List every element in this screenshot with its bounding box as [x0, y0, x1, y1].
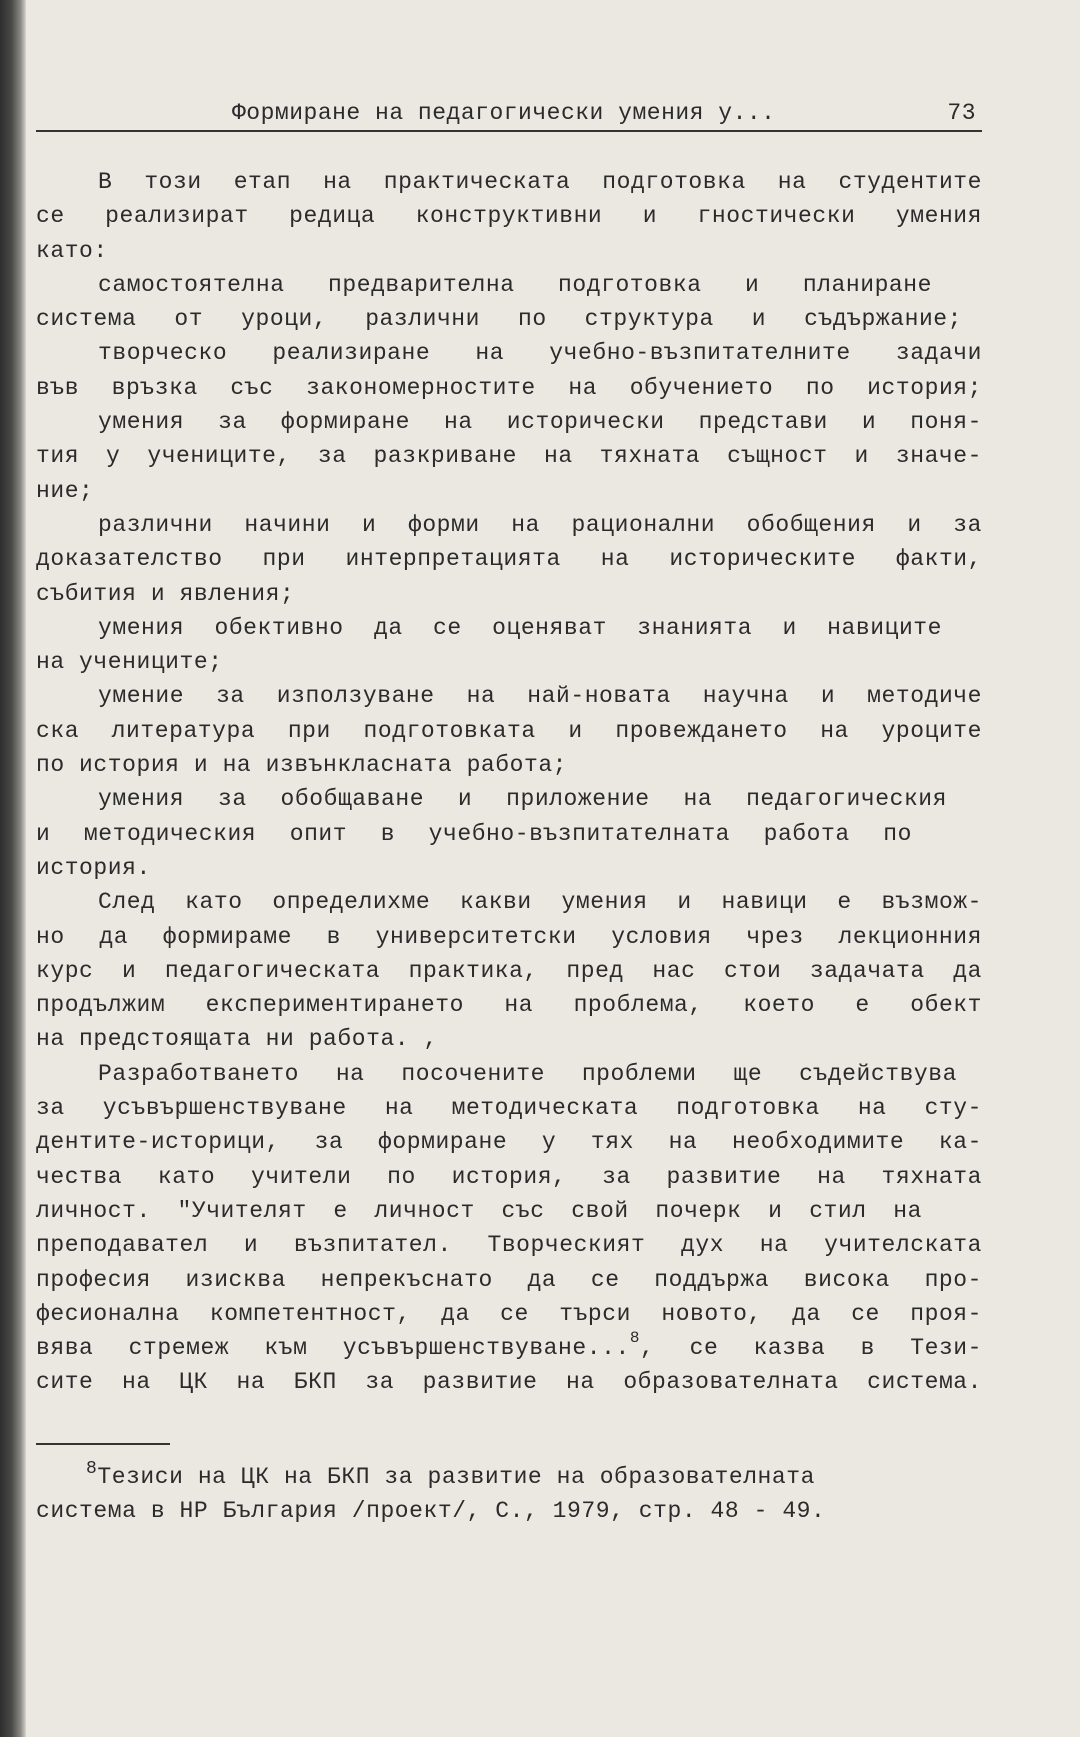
text-line: на учениците;	[36, 649, 223, 676]
footnote-line	[36, 1460, 982, 1494]
text-line: но да формираме в университетски условия чрез лекционния	[36, 923, 982, 950]
text-line: по история и на извънкласната работа;	[36, 752, 568, 779]
text-line: различни начини и форми на рационални обобщения и за	[98, 511, 982, 538]
footnote-reference: 8	[629, 1329, 640, 1348]
page-header	[36, 100, 982, 132]
footnote-line: система в НР България /проект/, С., 1979, стр. 48 - 49.	[36, 1498, 826, 1524]
text-line: сите на ЦК на БКП за развитие на образователната система.	[36, 1369, 982, 1396]
text-line: тия у учениците, за разкриване на тяхната същност и значе-	[36, 443, 982, 470]
text-line: чества като учители по история, за развитие на тяхната	[36, 1163, 982, 1190]
text-line: продължим експериментирането на проблема, което е обект	[36, 992, 982, 1019]
text-line: умение за използуване на най-новата научна и методиче	[98, 683, 982, 710]
text-line: на предстоящата ни работа. ,	[36, 1026, 438, 1053]
footnote-marker: 8	[86, 1459, 98, 1479]
text-line: умения обективно да се оценяват знанията и навиците	[98, 614, 942, 641]
text-line: творческо реализиране на учебно-възпитателните задачи	[98, 340, 982, 367]
text-line: доказателство при интерпретацията на историческите факти,	[36, 546, 982, 573]
text-line: личност. "Учителят е личност със свой почерк и стил на	[36, 1197, 922, 1224]
text-line: умения за обобщаване и приложение на педагогическия	[98, 786, 947, 813]
book-spine-shadow	[0, 0, 26, 1737]
text-line: система от уроци, различни по структура и съдържание;	[36, 306, 962, 333]
text-line: се реализират редица конструктивни и гностически умения	[36, 203, 982, 230]
footnote-text: Тезиси на ЦК на БКП за развитие на образователната	[97, 1464, 815, 1490]
text-line-with-reference	[36, 1331, 982, 1365]
page-number: 73	[947, 100, 976, 126]
text-line: събития и явления;	[36, 580, 295, 607]
text-segment: , се казва в Тези-	[639, 1335, 982, 1362]
text-line: във връзка със закономерностите на обучението по история;	[36, 374, 982, 401]
footnote	[36, 1460, 982, 1528]
text-line: курс и педагогическата практика, пред нас стои задачата да	[36, 957, 982, 984]
book-page	[26, 0, 1080, 1737]
text-line: ска литература при подготовката и провеждането на уроците	[36, 717, 982, 744]
text-line: В този етап на практическата подготовка на студентите	[98, 169, 982, 195]
text-line: история.	[36, 854, 151, 881]
text-line: като:	[36, 237, 108, 264]
text-line: и методическия опит в учебно-възпитателната работа по	[36, 820, 912, 847]
text-line: Разработването на посочените проблеми ще съдействува	[98, 1060, 957, 1087]
text-line: професия изисква непрекъснато да се поддържа висока про-	[36, 1266, 982, 1293]
text-line: самостоятелна предварителна подготовка и планиране	[98, 271, 932, 298]
text-line: След като определихме какви умения и навици е възмож-	[98, 889, 982, 916]
text-line: умения за формиране на исторически представи и поня-	[98, 409, 982, 436]
text-line: преподавател и възпитател. Творческият дух на учителската	[36, 1232, 982, 1259]
text-segment: вява стремеж към усъвършенствуване...	[36, 1335, 630, 1362]
text-line: фесионална компетентност, да се търси новото, да се проя-	[36, 1300, 982, 1327]
text-line: за усъвършенствуване на методическата подготовка на сту-	[36, 1095, 982, 1122]
text-line: дентите-историци, за формиране у тях на необходимите ка-	[36, 1129, 982, 1156]
footnote-divider	[36, 1443, 170, 1445]
running-title: Формиране на педагогически умения у...	[232, 100, 776, 126]
body-text	[36, 165, 982, 1400]
text-line: ние;	[36, 477, 94, 504]
